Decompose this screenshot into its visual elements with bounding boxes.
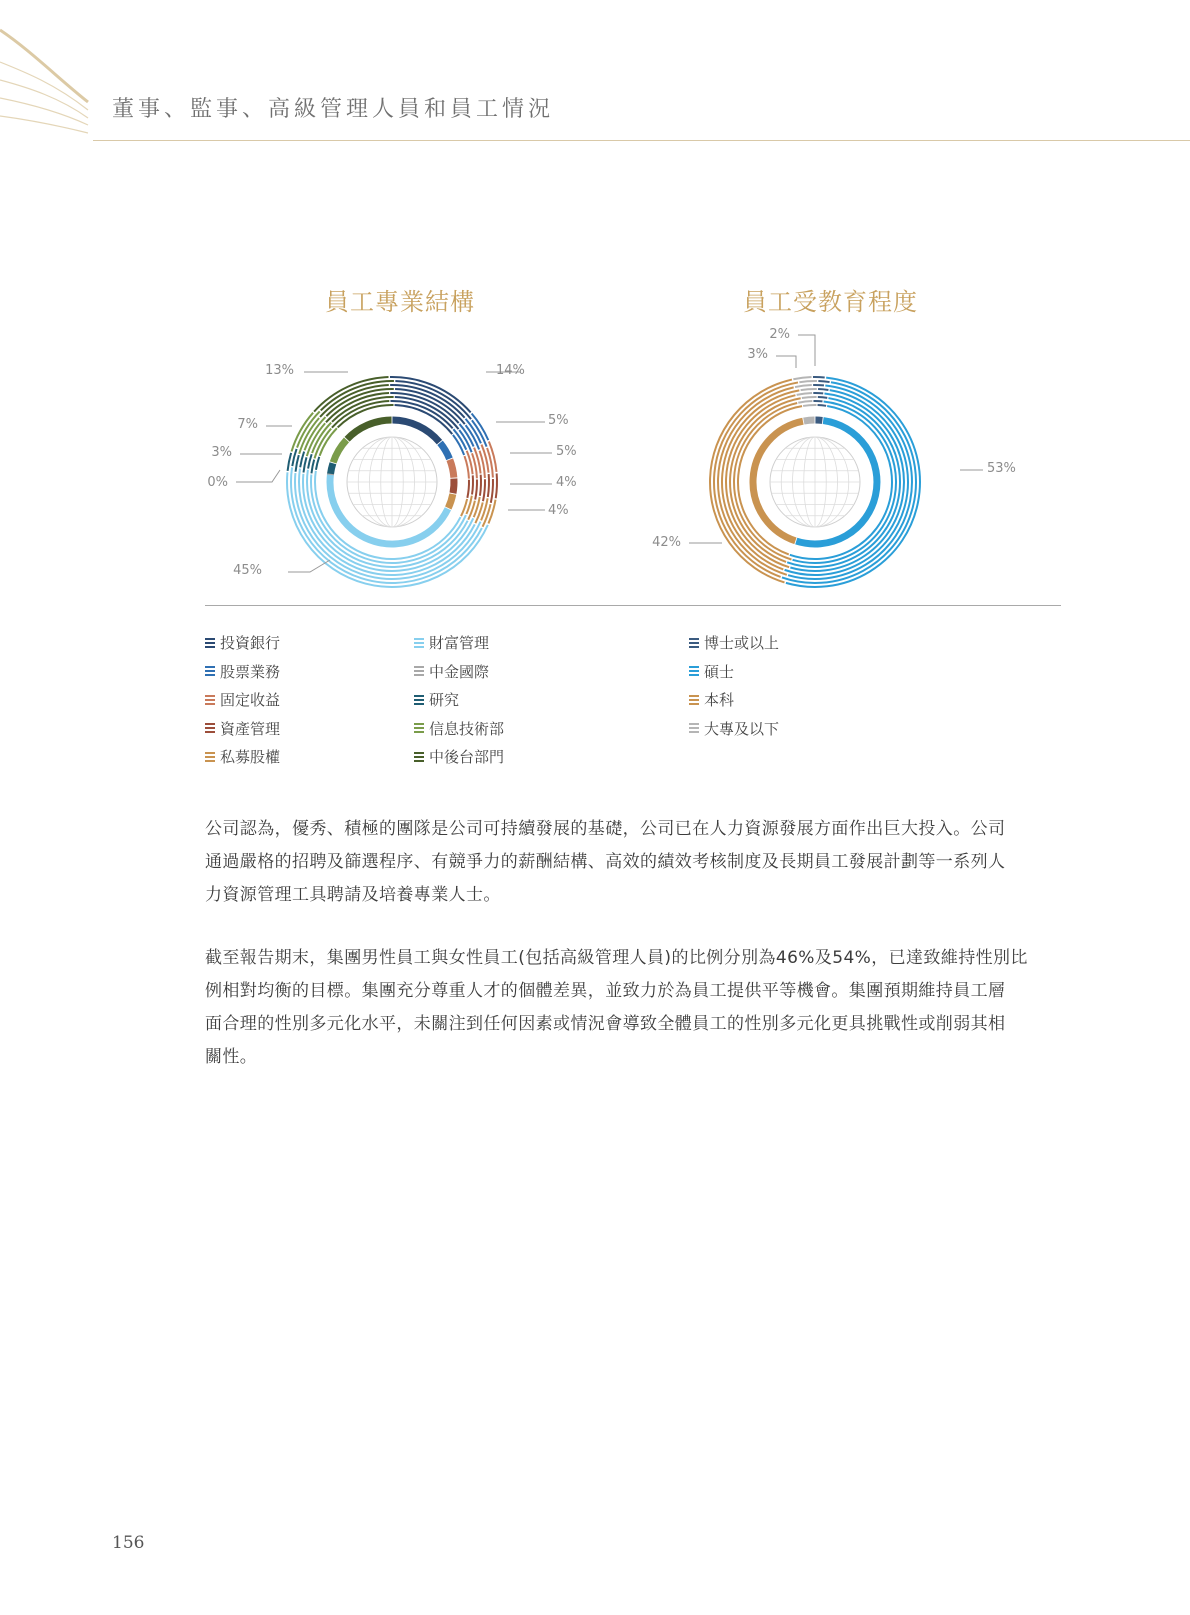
legend-label: 投資銀行 [220,634,281,652]
legend-item [689,718,779,739]
donut-segment-ring [488,474,489,497]
legend-item [414,689,459,710]
donut-segment [453,479,454,494]
donut-segment-ring [475,479,477,499]
legend-item [689,689,734,710]
legend-item [689,632,779,653]
donut-segment-ring [818,405,827,406]
donut-segment-ring [453,435,464,455]
legend-swatch-icon [205,636,215,650]
donut-segment-ring [311,460,314,474]
donut-segment-ring [491,479,493,503]
percentage-label: 4% [556,475,577,490]
legend-swatch-icon [205,693,215,707]
legend-swatch-icon [689,636,699,650]
donut-segment-ring [472,475,473,494]
legend-item [414,746,504,767]
donut-segment-ring [803,405,816,406]
donut-segment [450,460,454,478]
legend-label: 大專及以下 [704,719,780,738]
charts-area [0,300,1190,600]
legend-item [414,661,489,682]
paragraph-line: 力資源管理工具聘請及培養專業人士。 [205,885,501,905]
donut-segment [440,443,449,459]
paragraph-2 [205,942,1105,1074]
legend-item [205,718,280,739]
donut-segment-ring [308,454,312,468]
legend-swatch-icon [205,750,215,764]
legend-label: 中後台部門 [429,748,505,766]
callout-line [776,356,796,368]
donut-segment-ring [818,381,829,382]
percentage-label: 3% [211,445,232,460]
legend-swatch-icon [689,721,699,735]
donut-segment-ring [793,377,811,379]
donut-segment-ring [480,475,481,496]
percentage-label: 0% [207,475,228,490]
legend-swatch-icon [414,750,424,764]
donut-segment [347,420,391,439]
legend-swatch-icon [205,721,215,735]
chart-title-education: 員工受教育程度 [743,288,918,316]
percentage-label: 14% [496,363,525,378]
donut-segment-ring [799,381,817,382]
legend-swatch-icon [689,664,699,678]
legend-label: 博士或以上 [704,634,780,652]
header-decoration [0,0,120,150]
page-number: 156 [112,1533,145,1553]
legend-label: 私募股權 [220,748,281,766]
legend-item [414,632,489,653]
donut-segment [333,440,346,463]
legend-label: 碩士 [704,662,735,681]
donut-segment [392,420,439,442]
donut-segment-ring [798,401,812,403]
donut-segment-ring [304,457,307,472]
legend-item [205,661,280,682]
legend-swatch-icon [414,636,424,650]
donut-education [710,377,920,587]
percentage-label: 53% [987,461,1016,476]
donut-segment-ring [802,397,817,398]
paragraph-line: 通過嚴格的招聘及篩選程序、有競爭力的薪酬結構、高效的績效考核制度及長期員工發展計劃等一系列人 [205,852,1006,872]
donut-segment [448,494,453,508]
legend-item [205,689,280,710]
donut-segment-ring [472,414,489,441]
donut-segment-ring [467,480,469,498]
donut-profession [287,377,497,587]
paragraph-line: 公司認為，優秀、積極的團隊是公司可持續發展的基礎，公司已在人力資源發展方面作出巨大投入。公司 [205,819,1006,839]
legend-label: 研究 [429,691,460,709]
page-header-title: 董事、監事、高級管理人員和員工情況 [112,97,555,122]
callout-line [236,470,280,482]
donut-segment [330,475,448,544]
legend-item [205,632,280,653]
legend-label: 中金國際 [429,662,490,681]
percentage-label: 42% [652,535,681,550]
legend-item [205,746,280,767]
legend-item [414,718,504,739]
donut-segment-ring [288,453,292,471]
chart-divider [205,605,1061,606]
percentage-label: 2% [769,327,790,342]
chart-title-profession: 員工專業結構 [325,288,475,316]
paragraph-1 [205,813,1105,912]
legend-item [689,661,734,682]
donut-segment-ring [483,479,485,501]
percentage-label: 3% [747,347,768,362]
percentage-label: 5% [556,444,577,459]
header-rule [93,140,1190,141]
paragraph-line: 面合理的性別多元化水平，未關注到任何因素或情況會導致全體員工的性別多元化更具挑戰性或削弱其相 [205,1014,1006,1034]
donut-segment-ring [472,453,477,478]
donut-segment [804,420,815,421]
donut-segment-ring [300,452,304,468]
legend-label: 本科 [704,691,735,709]
percentage-label: 13% [265,363,294,378]
legend-swatch-icon [689,693,699,707]
legend-label: 股票業務 [220,662,281,681]
donut-segment-ring [795,385,812,387]
donut-segment-ring [496,473,497,498]
donut-segment-ring [797,393,812,395]
donut-segment-ring [818,389,828,390]
legend-swatch-icon [205,664,215,678]
donut-segment-ring [801,389,817,390]
legend-label: 信息技術部 [429,719,505,738]
legend-label: 財富管理 [429,634,490,652]
legend-label: 固定收益 [220,691,281,709]
legend-swatch-icon [414,721,424,735]
percentage-label: 4% [548,503,569,518]
donut-segment-ring [296,455,299,472]
paragraph-line: 關性。 [205,1047,258,1067]
paragraph-line: 例相對均衡的目標。集團充分尊重人才的個體差異，並致力於為員工提供平等機會。集團預期維持員工層 [205,981,1006,1001]
percentage-label: 7% [237,417,258,432]
callout-line [798,335,815,366]
donut-segment-ring [316,457,319,470]
paragraph-line: 截至報告期末，集團男性員工與女性員工(包括高級管理人員)的比例分別為46%及54%，已達致維持性別比 [205,948,1028,968]
legend-label: 資產管理 [220,719,281,738]
percentage-label: 45% [233,563,262,578]
donut-segment-ring [818,397,827,398]
donut-segment-ring [785,390,908,575]
donut-segment-ring [464,456,468,479]
percentage-label: 5% [548,413,569,428]
donut-segment [331,463,333,474]
legend-swatch-icon [414,664,424,678]
legend-swatch-icon [414,693,424,707]
